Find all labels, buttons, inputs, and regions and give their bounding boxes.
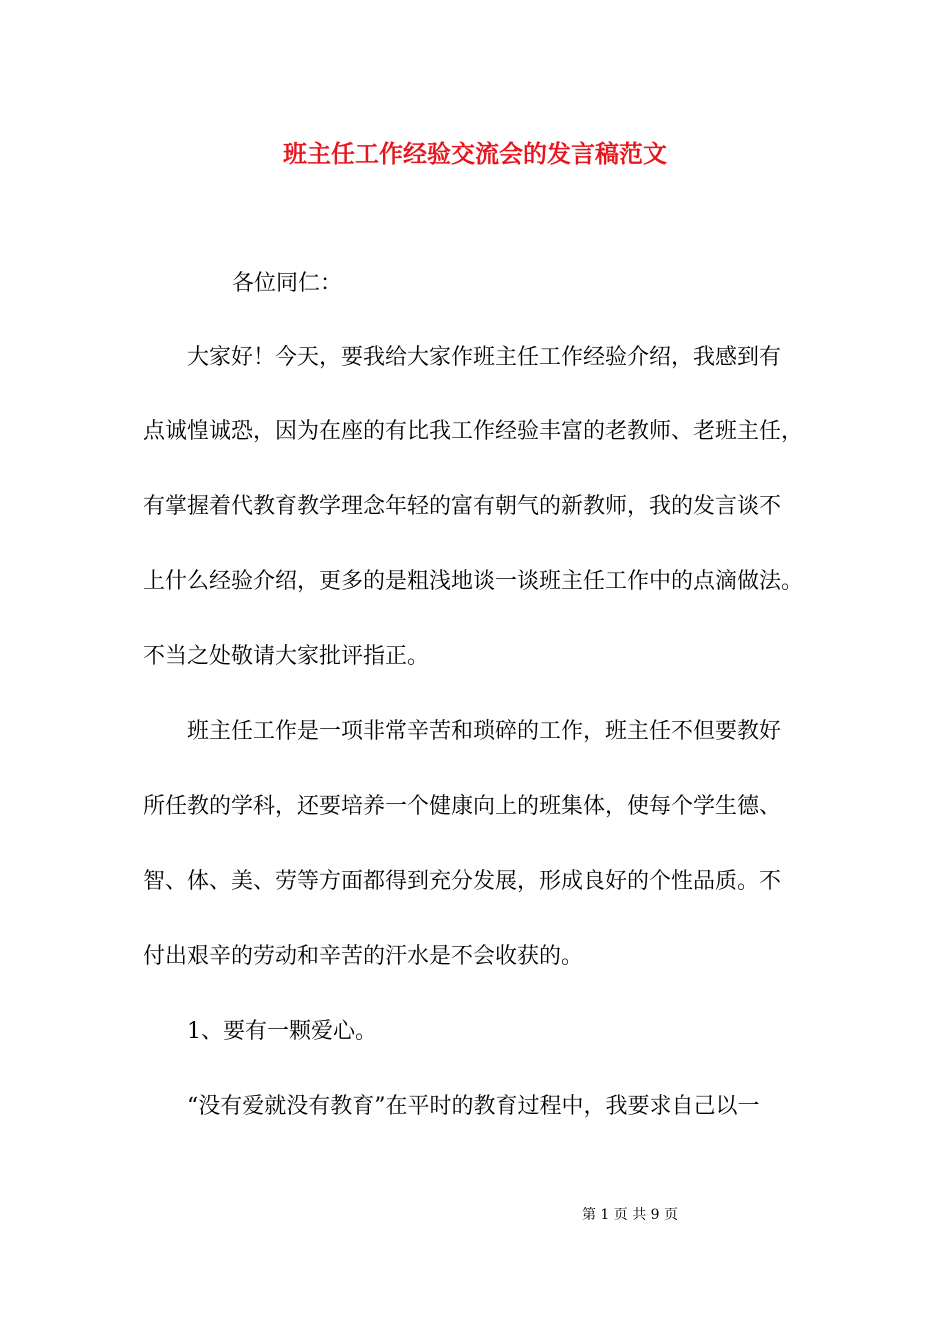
- body-line: “没有爱就没有教育”在平时的教育过程中，我要求自己以一: [187, 1094, 760, 1119]
- body-line: 所任教的学科，还要培养一个健康向上的班集体，使每个学生德、: [143, 794, 782, 819]
- body-line: 班主任工作是一项非常辛苦和琐碎的工作，班主任不但要教好: [187, 719, 782, 744]
- body-line: 智、体、美、劳等方面都得到充分发展，形成良好的个性品质。不: [143, 869, 782, 894]
- body-line: 上什么经验介绍，更多的是粗浅地谈一谈班主任工作中的点滴做法。: [143, 569, 804, 594]
- document-title: 班主任工作经验交流会的发言稿范文: [283, 139, 667, 168]
- salutation: 各位同仁：: [232, 271, 343, 296]
- page-number: 第 1 页 共 9 页: [581, 1207, 679, 1223]
- body-line: 有掌握着代教育教学理念年轻的富有朝气的新教师，我的发言谈不: [143, 494, 782, 519]
- body-line: 付出艰辛的劳动和辛苦的汗水是不会收获的。: [143, 944, 584, 969]
- body-line: 大家好！今天，要我给大家作班主任工作经验介绍，我感到有: [187, 345, 782, 370]
- page-footer: [0, 1205, 950, 1225]
- section-heading: 1、要有一颗爱心。: [187, 1019, 377, 1044]
- body-line: 不当之处敬请大家批评指正。: [143, 644, 430, 669]
- body-line: 点诚惶诚恐，因为在座的有比我工作经验丰富的老教师、老班主任，: [143, 419, 804, 444]
